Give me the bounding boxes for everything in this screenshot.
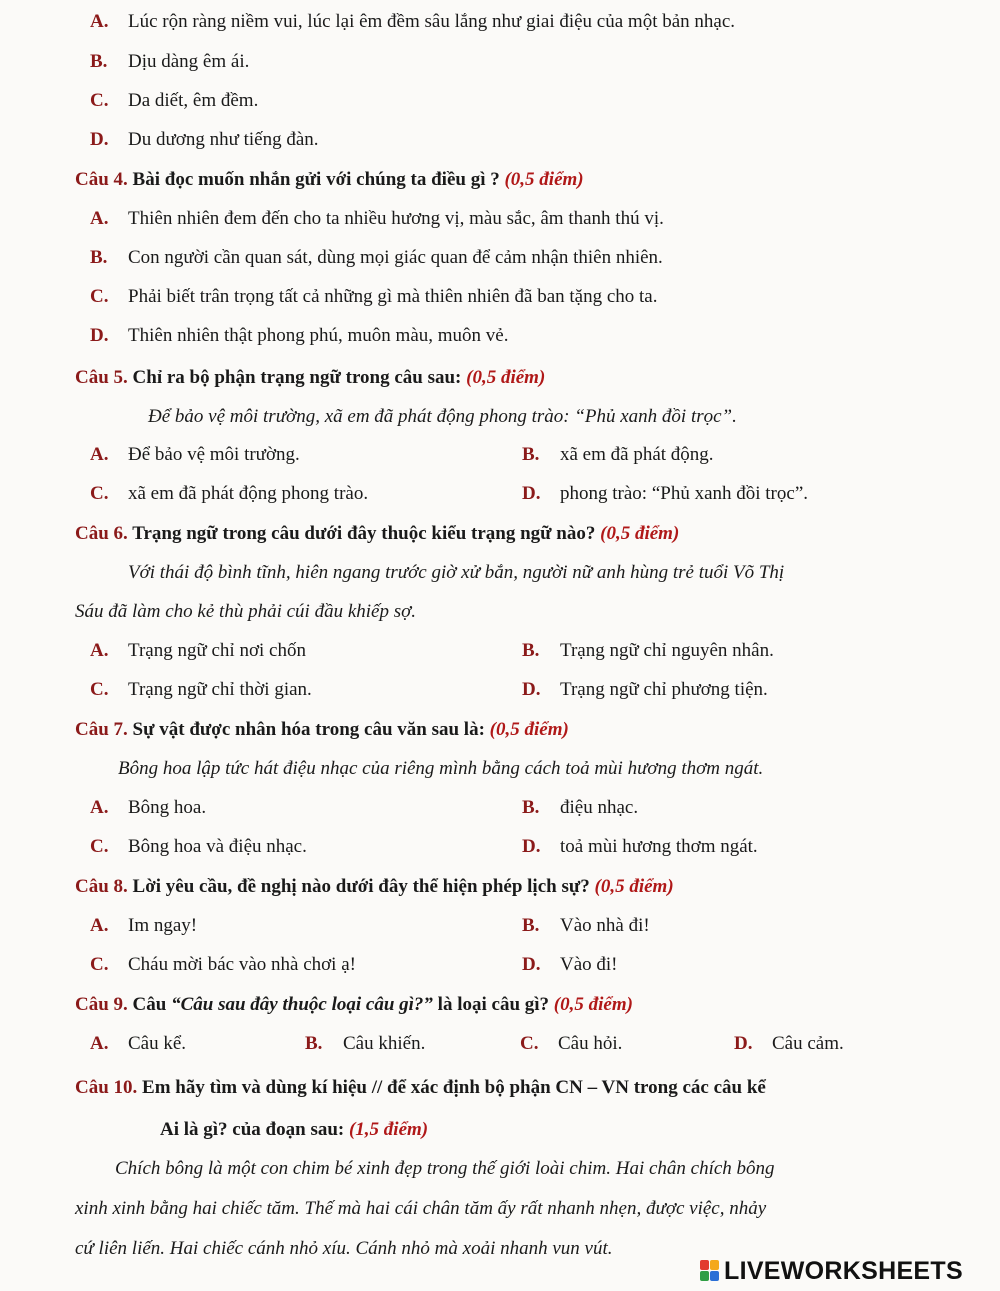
option-text: Phải biết trân trọng tất cả những gì mà thiên nhiên đã ban tặng cho ta.	[128, 286, 658, 307]
option-label: D.	[90, 129, 109, 150]
option-text: Du dương như tiếng đàn.	[128, 129, 319, 150]
option-text: Bông hoa.	[128, 797, 207, 818]
liveworksheets-logo-icon	[700, 1260, 720, 1282]
question-text: Sự vật được nhân hóa trong câu văn sau là:	[132, 719, 485, 740]
q3-option-a[interactable]	[90, 10, 735, 34]
q7-option-d[interactable]	[522, 835, 758, 859]
option-text: Da diết, êm đềm.	[128, 90, 259, 111]
question-text-pre: Câu	[132, 994, 172, 1015]
option-label: C.	[90, 483, 109, 504]
option-label: A.	[90, 208, 109, 229]
q4-option-a[interactable]	[90, 207, 664, 231]
option-label: B.	[90, 51, 108, 72]
option-text: phong trào: “Phủ xanh đồi trọc”.	[560, 483, 809, 504]
q7-option-c[interactable]	[90, 835, 307, 859]
question-points: (0,5 điểm)	[504, 169, 584, 190]
option-label: B.	[305, 1033, 323, 1054]
question-text-line-1: Em hãy tìm và dùng kí hiệu // để xác định bộ phận CN – VN trong các câu kể	[142, 1077, 766, 1098]
option-text: Câu kể.	[128, 1033, 187, 1054]
option-label: A.	[90, 797, 109, 818]
q6-option-c[interactable]	[90, 678, 312, 702]
option-text: Câu cảm.	[772, 1033, 844, 1054]
option-text: Con người cần quan sát, dùng mọi giác quan để cảm nhận thiên nhiên.	[128, 247, 663, 268]
question-text: Chỉ ra bộ phận trạng ngữ trong câu sau:	[132, 367, 462, 388]
option-text: Trạng ngữ chỉ phương tiện.	[560, 679, 768, 700]
q5-option-b[interactable]	[522, 443, 714, 467]
option-label: D.	[734, 1033, 753, 1054]
option-text: Cháu mời bác vào nhà chơi ạ!	[128, 954, 356, 975]
option-text: xã em đã phát động phong trào.	[128, 483, 369, 504]
q6-option-a[interactable]	[90, 639, 306, 663]
question-9-heading	[75, 993, 633, 1017]
question-6-heading	[75, 522, 679, 546]
q7-option-b[interactable]	[522, 796, 638, 820]
liveworksheets-logo	[700, 1256, 963, 1286]
q3-option-b[interactable]	[90, 50, 249, 74]
option-text: toả mùi hương thơm ngát.	[560, 836, 758, 857]
question-number: Câu 5.	[75, 367, 128, 388]
q9-option-d[interactable]	[734, 1032, 844, 1056]
option-label: A.	[90, 1033, 109, 1054]
question-number: Câu 7.	[75, 719, 128, 740]
q6-option-b[interactable]	[522, 639, 774, 663]
q4-option-b[interactable]	[90, 246, 663, 270]
question-points: (0,5 điểm)	[489, 719, 569, 740]
question-points: (0,5 điểm)	[600, 523, 680, 544]
option-text: Vào nhà đi!	[560, 915, 650, 936]
question-6-quote-line-1: Với thái độ bình tĩnh, hiên ngang trước giờ xử bắn, người nữ anh hùng trẻ tuổi Võ Thị	[128, 562, 785, 583]
q5-option-c[interactable]	[90, 482, 368, 506]
q9-option-c[interactable]	[520, 1032, 622, 1056]
q5-option-a[interactable]	[90, 443, 300, 467]
question-number: Câu 8.	[75, 876, 128, 897]
question-8-heading	[75, 875, 674, 899]
option-label: C.	[90, 836, 109, 857]
question-10-passage-line-2[interactable]: xinh xinh bằng hai chiếc tăm. Thế mà hai cái chân tăm ấy rất nhanh nhẹn, được việc, nhảy	[75, 1198, 767, 1219]
option-text: Thiên nhiên đem đến cho ta nhiều hương vị, màu sắc, âm thanh thú vị.	[128, 208, 664, 229]
question-text: Bài đọc muốn nhắn gửi với chúng ta điều gì ?	[132, 169, 500, 190]
question-number: Câu 4.	[75, 169, 128, 190]
option-label: D.	[522, 836, 541, 857]
q8-option-a[interactable]	[90, 914, 197, 938]
option-label: A.	[90, 444, 109, 465]
question-points: (0,5 điểm)	[466, 367, 546, 388]
q4-option-d[interactable]	[90, 324, 508, 348]
question-10-heading-line-2	[160, 1118, 428, 1142]
option-text: Dịu dàng êm ái.	[128, 51, 250, 72]
option-text: Câu khiến.	[343, 1033, 426, 1054]
question-number: Câu 9.	[75, 994, 128, 1015]
option-label: A.	[90, 11, 109, 32]
option-label: D.	[522, 483, 541, 504]
question-text-post: là loại câu gì?	[432, 994, 550, 1015]
option-label: C.	[90, 286, 109, 307]
option-label: B.	[522, 797, 540, 818]
question-7-quote: Bông hoa lập tức hát điệu nhạc của riêng mình bằng cách toả mùi hương thơm ngát.	[118, 758, 764, 779]
option-text: Trạng ngữ chỉ nơi chốn	[128, 640, 306, 661]
option-text: xã em đã phát động.	[560, 444, 714, 465]
option-text: Lúc rộn ràng niềm vui, lúc lại êm đềm sâu lắng như giai điệu của một bản nhạc.	[128, 11, 736, 32]
q8-option-b[interactable]	[522, 914, 650, 938]
option-label: B.	[522, 444, 540, 465]
question-10-passage-line-3[interactable]: cứ liên liến. Hai chiếc cánh nhỏ xíu. Cánh nhỏ mà xoải nhanh vun vút.	[75, 1238, 613, 1259]
option-text: Thiên nhiên thật phong phú, muôn màu, muôn vẻ.	[128, 325, 509, 346]
question-10-passage-line-1[interactable]: Chích bông là một con chim bé xinh đẹp trong thế giới loài chim. Hai chân chích bông	[115, 1158, 775, 1179]
option-label: C.	[520, 1033, 539, 1054]
question-text: Lời yêu cầu, đề nghị nào dưới đây thể hiện phép lịch sự?	[132, 876, 590, 897]
option-label: A.	[90, 915, 109, 936]
option-text: Trạng ngữ chỉ nguyên nhân.	[560, 640, 774, 661]
option-text: Vào đi!	[560, 954, 618, 975]
question-7-heading	[75, 718, 569, 742]
option-label: B.	[90, 247, 108, 268]
option-text: Để bảo vệ môi trường.	[128, 444, 300, 465]
question-4-heading	[75, 168, 584, 192]
question-10-heading	[75, 1076, 766, 1100]
option-text: Trạng ngữ chỉ thời gian.	[128, 679, 312, 700]
question-text-quote: “Câu sau đây thuộc loại câu gì?”	[171, 994, 433, 1015]
question-text-line-2: Ai là gì? của đoạn sau:	[160, 1119, 345, 1140]
q3-option-d[interactable]	[90, 128, 319, 152]
q9-option-b[interactable]	[305, 1032, 425, 1056]
q9-option-a[interactable]	[90, 1032, 186, 1056]
option-label: D.	[522, 954, 541, 975]
question-5-quote: Để bảo vệ môi trường, xã em đã phát động phong trào: “Phủ xanh đồi trọc”.	[148, 406, 737, 427]
q3-option-c[interactable]	[90, 89, 258, 113]
option-label: D.	[90, 325, 109, 346]
option-text: Im ngay!	[128, 915, 198, 936]
question-points: (0,5 điểm)	[594, 876, 674, 897]
question-5-heading	[75, 366, 545, 390]
question-text: Trạng ngữ trong câu dưới đây thuộc kiểu trạng ngữ nào?	[132, 523, 596, 544]
question-points: (1,5 điểm)	[348, 1119, 429, 1140]
q6-option-d[interactable]	[522, 678, 768, 702]
q8-option-c[interactable]	[90, 953, 356, 977]
option-label: D.	[522, 679, 541, 700]
q7-option-a[interactable]	[90, 796, 206, 820]
option-text: Câu hỏi.	[558, 1033, 623, 1054]
question-number: Câu 10.	[75, 1077, 138, 1098]
question-6-quote-line-2: Sáu đã làm cho kẻ thù phải cúi đầu khiếp sợ.	[75, 601, 416, 622]
option-label: C.	[90, 679, 109, 700]
option-label: C.	[90, 90, 109, 111]
option-label: B.	[522, 640, 540, 661]
q5-option-d[interactable]	[522, 482, 808, 506]
option-label: A.	[90, 640, 109, 661]
option-text: Bông hoa và điệu nhạc.	[128, 836, 307, 857]
q8-option-d[interactable]	[522, 953, 618, 977]
question-points: (0,5 điểm)	[553, 994, 633, 1015]
option-label: B.	[522, 915, 540, 936]
liveworksheets-logo-text: LIVEWORKSHEETS	[724, 1256, 963, 1285]
option-text: điệu nhạc.	[560, 797, 639, 818]
q4-option-c[interactable]	[90, 285, 658, 309]
question-number: Câu 6.	[75, 523, 128, 544]
option-label: C.	[90, 954, 109, 975]
